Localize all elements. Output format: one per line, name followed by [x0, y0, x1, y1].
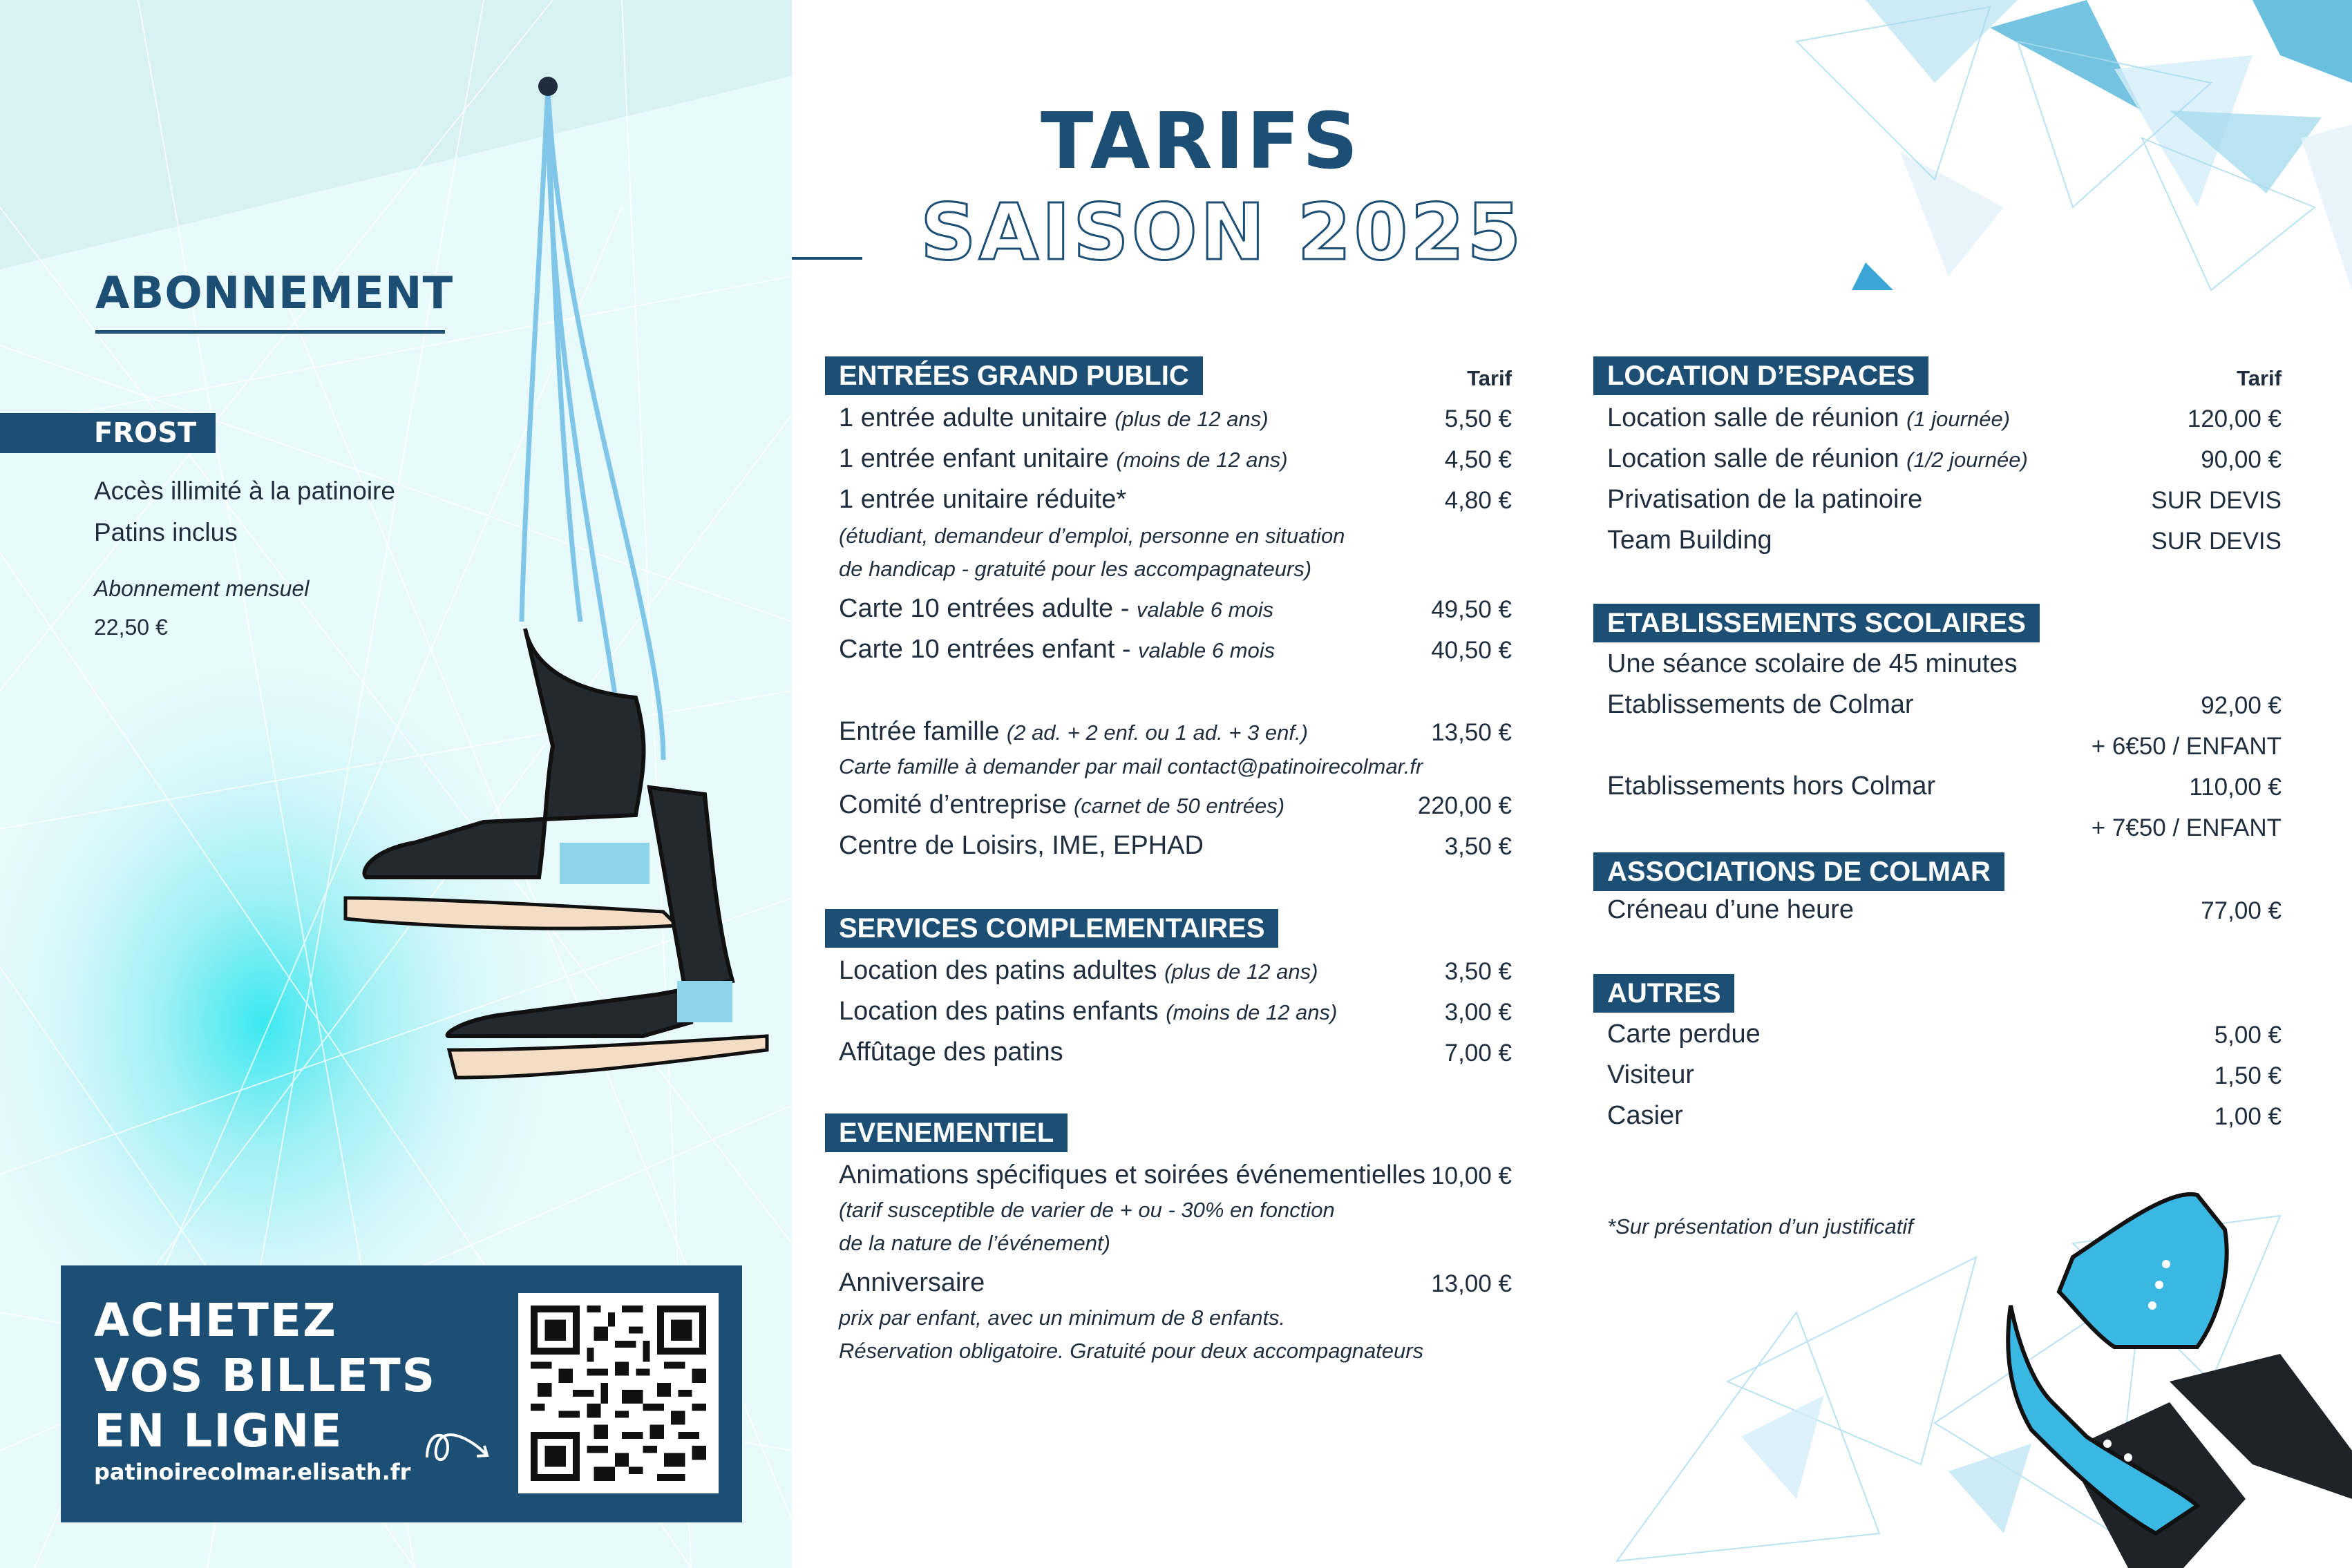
- section-autres: AUTRES: [1593, 974, 1734, 1013]
- hanging-skates-illustration: [345, 629, 767, 1078]
- row-patins-adultes: Location des patins adultes (plus de 12 ans): [839, 956, 1318, 985]
- extra-etab-colmar: + 6€50 / ENFANT: [2091, 733, 2282, 760]
- row-team-building: Team Building: [1607, 526, 1772, 555]
- section-entrees-grand-public: ENTRÉES GRAND PUBLIC: [825, 356, 1203, 395]
- price-comite-entreprise: 220,00 €: [1417, 792, 1512, 819]
- title-dash: [792, 257, 862, 260]
- price-entree-adulte: 5,50 €: [1444, 405, 1512, 432]
- frost-line-2: Patins inclus: [94, 518, 238, 546]
- note-anniversaire-2: Réservation obligatoire. Gratuité pour deux accompagnateurs: [839, 1339, 1424, 1363]
- price-visiteur: 1,50 €: [2214, 1062, 2282, 1089]
- abonnement-heading: ABONNEMENT: [95, 268, 454, 319]
- row-carte-adulte: Carte 10 entrées adulte - valable 6 mois: [839, 594, 1274, 623]
- frost-price: 22,50 €: [94, 615, 168, 640]
- qr-code-icon[interactable]: [518, 1293, 719, 1493]
- row-creneau: Créneau d’une heure: [1607, 895, 1855, 924]
- row-affutage: Affûtage des patins: [839, 1038, 1063, 1067]
- row-centre-loisirs: Centre de Loisirs, IME, EPHAD: [839, 831, 1204, 860]
- price-carte-enfant: 40,50 €: [1431, 637, 1512, 664]
- section-scolaires: ETABLISSEMENTS SCOLAIRES: [1593, 604, 2040, 642]
- loop-arrow-icon: [420, 1423, 496, 1471]
- frost-line-1: Accès illimité à la patinoire: [94, 477, 395, 505]
- note-famille: Carte famille à demander par mail contact@patinoirecolmar.fr: [839, 754, 1423, 778]
- row-anniversaire: Anniversaire: [839, 1268, 985, 1297]
- row-entree-enfant: 1 entrée enfant unitaire (moins de 12 ans): [839, 444, 1288, 473]
- col2-tarif-header: Tarif: [2237, 366, 2282, 390]
- price-centre-loisirs: 3,50 €: [1444, 833, 1512, 860]
- price-patins-enfants: 3,00 €: [1444, 999, 1512, 1026]
- price-affutage: 7,00 €: [1444, 1040, 1512, 1067]
- row-entree-famille: Entrée famille (2 ad. + 2 enf. ou 1 ad. + 3 enf.): [839, 717, 1308, 746]
- row-carte-perdue: Carte perdue: [1607, 1020, 1761, 1049]
- row-entree-reduite: 1 entrée unitaire réduite*: [839, 485, 1127, 514]
- row-etab-colmar: Etablissements de Colmar: [1607, 690, 1914, 719]
- buy-online-box[interactable]: [61, 1265, 742, 1522]
- row-salle-journee: Location salle de réunion (1 journée): [1607, 403, 2011, 432]
- section-evenementiel: EVENEMENTIEL: [825, 1113, 1068, 1152]
- price-casier: 1,00 €: [2214, 1103, 2282, 1130]
- price-entree-reduite: 4,80 €: [1444, 487, 1512, 514]
- page-title: TARIFS: [1041, 97, 1361, 187]
- row-patins-enfants: Location des patins enfants (moins de 12 ans): [839, 997, 1338, 1026]
- frost-tag: FROST: [0, 413, 216, 453]
- price-carte-perdue: 5,00 €: [2214, 1022, 2282, 1049]
- row-salle-demi-journee: Location salle de réunion (1/2 journée): [1607, 444, 2028, 473]
- row-seance-scolaire: Une séance scolaire de 45 minutes: [1607, 649, 2018, 678]
- buy-online-url[interactable]: patinoirecolmar.elisath.fr: [94, 1459, 411, 1485]
- price-etab-colmar: 92,00 €: [2201, 692, 2282, 719]
- section-services: SERVICES COMPLEMENTAIRES: [825, 909, 1278, 948]
- price-patins-adultes: 3,50 €: [1444, 958, 1512, 985]
- note-animations-1: (tarif susceptible de varier de + ou - 30% en fonction: [839, 1198, 1335, 1222]
- frost-subscription-label: Abonnement mensuel: [94, 576, 310, 601]
- section-location-espaces: LOCATION D’ESPACES: [1593, 356, 1928, 395]
- note-reduite-2: de handicap - gratuité pour les accompagnateurs): [839, 557, 1312, 581]
- note-anniversaire-1: prix par enfant, avec un minimum de 8 enfants.: [839, 1306, 1286, 1330]
- buy-online-title: ACHETEZ VOS BILLETS EN LIGNE: [94, 1294, 437, 1457]
- col1-tarif-header: Tarif: [1467, 366, 1512, 390]
- price-salle-demi-journee: 90,00 €: [2201, 446, 2282, 473]
- price-team-building: SUR DEVIS: [2151, 528, 2282, 555]
- row-privatisation: Privatisation de la patinoire: [1607, 485, 1923, 514]
- note-animations-2: de la nature de l’événement): [839, 1231, 1110, 1255]
- footnote: *Sur présentation d’un justificatif: [1607, 1214, 1913, 1239]
- price-salle-journee: 120,00 €: [2187, 405, 2282, 432]
- abonnement-underline: [95, 330, 445, 334]
- page-subtitle: SAISON 2025: [920, 188, 1524, 278]
- price-privatisation: SUR DEVIS: [2151, 487, 2282, 514]
- extra-etab-hors-colmar: + 7€50 / ENFANT: [2091, 814, 2282, 841]
- price-etab-hors-colmar: 110,00 €: [2189, 774, 2282, 801]
- price-entree-famille: 13,50 €: [1431, 719, 1512, 746]
- section-associations: ASSOCIATIONS DE COLMAR: [1593, 852, 2004, 891]
- abonnement-panel: [0, 0, 792, 1568]
- price-carte-adulte: 49,50 €: [1431, 596, 1512, 623]
- skating-legs-illustration: [1990, 1174, 2352, 1568]
- row-entree-adulte: 1 entrée adulte unitaire (plus de 12 ans): [839, 403, 1269, 432]
- price-creneau: 77,00 €: [2201, 897, 2282, 924]
- row-animations: Animations spécifiques et soirées événementielles: [839, 1160, 1426, 1189]
- price-anniversaire: 13,00 €: [1431, 1270, 1512, 1297]
- row-carte-enfant: Carte 10 entrées enfant - valable 6 mois: [839, 635, 1275, 664]
- price-entree-enfant: 4,50 €: [1444, 446, 1512, 473]
- row-visiteur: Visiteur: [1607, 1060, 1695, 1089]
- row-casier: Casier: [1607, 1101, 1683, 1130]
- price-animations: 10,00 €: [1431, 1163, 1512, 1189]
- ice-triangles-decoration: [1727, 0, 2352, 332]
- note-reduite-1: (étudiant, demandeur d’emploi, personne en situation: [839, 524, 1345, 548]
- row-comite-entreprise: Comité d’entreprise (carnet de 50 entrées): [839, 790, 1285, 819]
- row-etab-hors-colmar: Etablissements hors Colmar: [1607, 772, 1936, 801]
